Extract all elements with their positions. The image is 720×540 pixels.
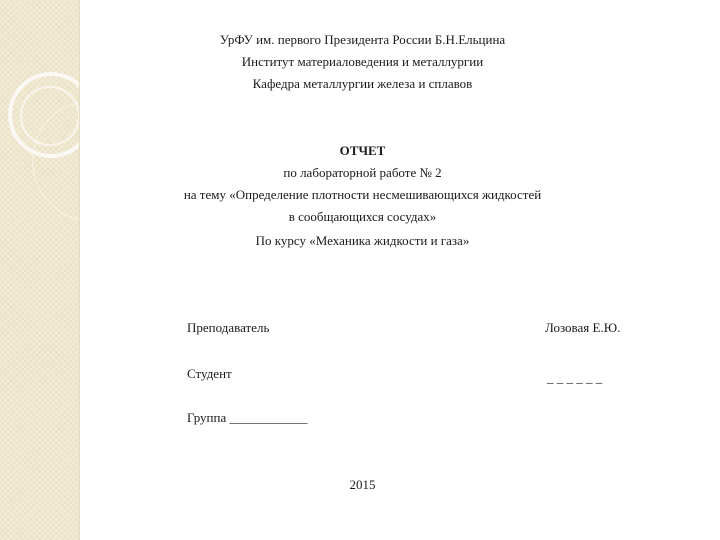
department-name: Кафедра металлургии железа и сплавов [252, 76, 473, 91]
decorative-side-band [0, 0, 79, 540]
lab-work-number: по лабораторной работе № 2 [283, 165, 442, 180]
report-year: 2015 [349, 477, 376, 492]
group-label: Группа ____________ [187, 410, 308, 425]
student-label: Студент [187, 366, 232, 381]
student-name-blank: _ _ _ _ _ _ [547, 370, 603, 385]
institute-name: Институт материаловедения и металлургии [241, 54, 484, 69]
report-topic-line-2: в сообщающихся сосудах» [288, 209, 437, 224]
teacher-name: Лозовая Е.Ю. [545, 320, 621, 335]
teacher-label: Преподаватель [187, 320, 270, 335]
report-title: ОТЧЕТ [339, 143, 386, 158]
course-name: По курсу «Механика жидкости и газа» [255, 233, 470, 248]
report-topic-line-1: на тему «Определение плотности несмешивающихся жидкостей [183, 187, 542, 202]
university-name: УрФУ им. первого Президента России Б.Н.Ельцина [219, 32, 506, 47]
